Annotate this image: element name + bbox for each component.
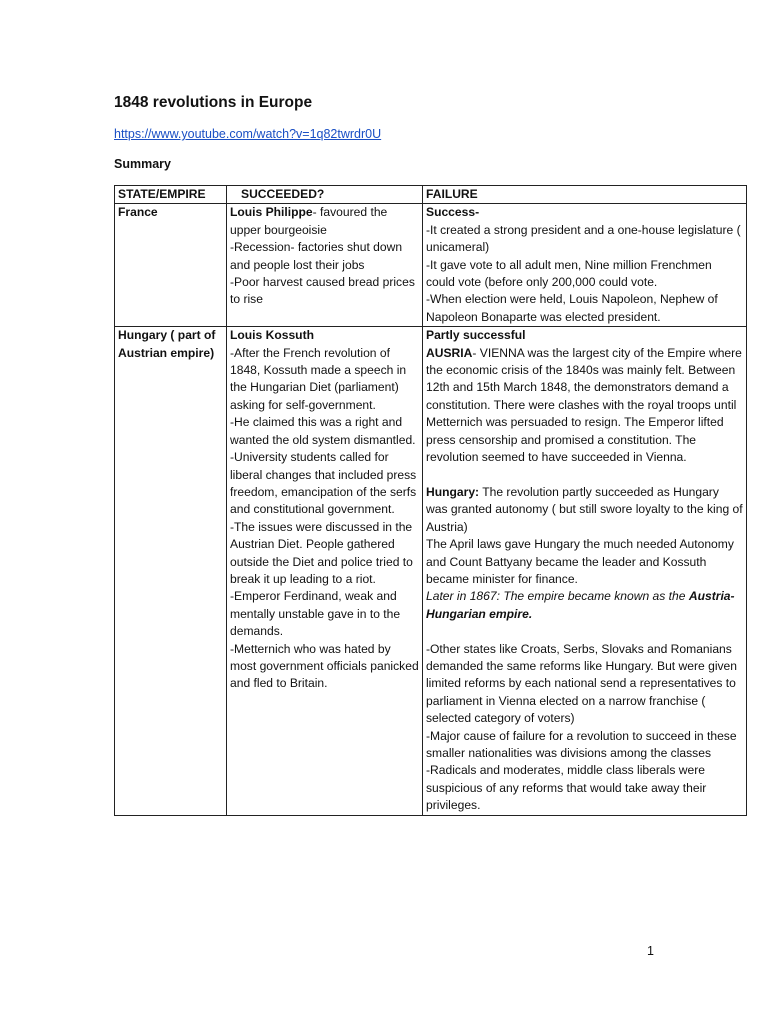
page-number: 1 — [647, 944, 654, 958]
revolutions-table — [114, 185, 747, 816]
france-succ-line-3: -Poor harvest caused bread prices to rise — [230, 275, 415, 307]
france-state-cell: France — [115, 204, 227, 327]
table-row-france — [115, 204, 747, 327]
header-failure: FAILURE — [423, 186, 747, 204]
radicals-paragraph: -Radicals and moderates, middle class liberals were suspicious of any reforms that would take away their privileges. — [426, 763, 707, 813]
france-succ-line-2: -Recession- factories shut down and people lost their jobs — [230, 240, 403, 272]
hungary-succ-line-2: -He claimed this was a right and wanted the old system dismantled. — [230, 415, 416, 447]
louis-philippe-label: Louis Philippe — [230, 205, 313, 220]
france-fail-line-2: -It gave vote to all adult men, Nine million Frenchmen could vote (before only 200,000 could vote. — [426, 257, 712, 290]
major-cause-paragraph: -Major cause of failure for a revolution to succeed in these smaller nationalities was divisions among the classes — [426, 728, 737, 760]
hungary-paragraph: Hungary: The revolution partly succeeded as Hungary was granted autonomy ( but still swore loyalty to the king of Austria) — [426, 484, 743, 534]
hungary-succ-line-4: -The issues were discussed in the Austrian Diet. People gathered outside the Diet and police tried to break it up leading to a riot. — [230, 519, 413, 586]
hungary-succ-line-5: -Emperor Ferdinand, weak and mentally unstable gave in to the demands. — [230, 589, 401, 639]
france-fail-line-3: -When election were held, Louis Napoleon, Nephew of Napoleon Bonaparte was elected president. — [426, 292, 718, 324]
document-title: 1848 revolutions in Europe — [114, 94, 313, 111]
other-states-paragraph: -Other states like Croats, Serbs, Slovaks and Romanians demanded the same reforms like Hungary. But were given limited reforms by each national send a representatives to parliament in Vienna elected on a narrow franchise ( selected category of voters) — [426, 641, 738, 726]
austria-hungarian-label: Austria-Hungarian empire. — [426, 589, 735, 621]
hungary-succ-line-1: -After the French revolution of 1848, Kossuth made a speech in the Hungarian Diet (parliament) asking for self-government. — [230, 345, 407, 412]
later-1867-paragraph: Later in 1867: The empire became known as the Austria-Hungarian empire. — [426, 589, 735, 621]
table-row-hungary — [115, 327, 747, 815]
france-failure-cell — [423, 204, 747, 327]
hungary-state-cell: Hungary ( part of Austrian empire) — [115, 327, 227, 815]
hungary-label: Hungary: — [426, 484, 480, 499]
france-succeeded-cell — [227, 204, 423, 327]
france-fail-heading: Success- — [426, 205, 480, 220]
paragraph-spacer — [426, 623, 743, 640]
april-laws-paragraph: The April laws gave Hungary the much needed Autonomy and Count Battyany became the leader and Kossuth became minister for finance. — [426, 537, 734, 586]
hungary-failure-cell — [423, 327, 747, 815]
hungary-succeeded-cell — [227, 327, 423, 815]
ausria-label: AUSRIA — [426, 345, 473, 360]
france-succ-line-1: Louis Philippe- favoured the upper bourgeoisie — [230, 205, 388, 237]
header-state: STATE/EMPIRE — [115, 186, 227, 204]
hungary-succ-heading: Louis Kossuth — [230, 328, 314, 343]
hungary-succ-line-6: -Metternich who was hated by most government officials panicked and fled to Britain. — [230, 641, 419, 691]
paragraph-spacer — [426, 467, 743, 484]
hungary-succ-line-3: -University students called for liberal changes that included press freedom, emancipation of the serfs and constitutional government. — [230, 450, 417, 517]
header-succeeded: SUCCEEDED? — [227, 186, 423, 204]
summary-heading: Summary — [114, 157, 171, 171]
ausria-paragraph: AUSRIA- VIENNA was the largest city of the Empire where the economic crisis of the 1840s was mainly felt. Between 12th and 15th March 1848, the demonstrators demand a constitution. There were clashes with the royal troops until Metternich was persuaded to resign. The Emperor lifted press censorship and promised a constitution. The revolution seemed to have succeeded in Vienna. — [426, 345, 742, 465]
table-header-row — [115, 186, 747, 204]
france-fail-line-1: -It created a strong president and a one-house legislature ( unicameral) — [426, 222, 741, 255]
youtube-link[interactable]: https://www.youtube.com/watch?v=1q82twrdr0U — [114, 127, 382, 141]
hungary-fail-heading: Partly successful — [426, 328, 526, 343]
